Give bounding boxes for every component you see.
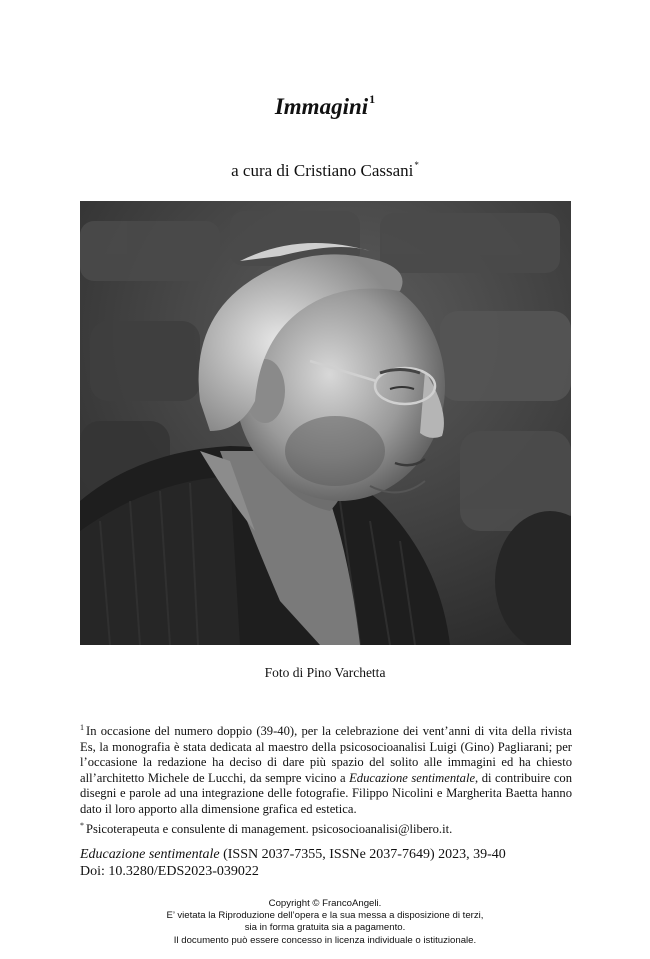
journal-name: Educazione sentimentale [80,847,220,862]
copyright-line: Il documento può essere concesso in licenza individuale o istituzionale. [173,934,477,946]
footnote-text: Psicoterapeuta e consulente di management. psicosocioanalisi@libero.it. [86,821,453,836]
footnote-author [80,818,572,838]
title-text: Immagini [274,94,369,119]
footnotes [80,720,572,837]
byline-footnote-mark[interactable]: * [414,160,419,170]
byline-text: a cura di Cristiano Cassani [231,161,414,180]
title-footnote-mark[interactable]: 1 [369,92,376,106]
journal-details: (ISSN 2037-7355, ISSNe 2037-7649) 2023, 39-40 [219,847,506,862]
footnote-mark: * [80,820,84,830]
footnote-journal-name: Educazione sentimentale [349,770,476,785]
portrait-photo [80,201,571,645]
copyright-notice [0,898,650,947]
copyright-line: Copyright © FrancoAngeli. [268,898,382,909]
doi[interactable]: Doi: 10.3280/EDS2023-039022 [80,864,259,879]
footnote-text: , di contribuire con disegni e parole ad una integrazione delle fotografie. Filippo Nicolini e Margherita Baetta hanno dato il loro apporto alla dimensione grafica ed estetica. [80,770,572,816]
footnote-mark: 1 [80,723,84,732]
photo-caption: Foto di Pino Varchetta [264,665,386,680]
footnote-text: In occasione del numero doppio (39-40), per la celebrazione dei vent’anni di vita della rivista Es, la monografia è stata dedicata al maestro della psicosocioanalisi Luigi (Gino) Pagliarani; per l’occasione la redazione ha deciso di dare più spazio del solito alle immagini ed ha chiesto all’architetto Michele de Lucchi, da sempre vicino a [80,724,572,785]
portrait-photo-icon [80,201,571,645]
journal-citation [80,846,572,880]
article-title [0,92,650,120]
copyright-line: E’ vietata la Riproduzione dell’opera e la sua messa a disposizione di terzi, [166,910,484,922]
copyright-line: sia in forma gratuita sia a pagamento. [244,922,406,934]
journal-line [80,846,572,863]
footnote-1 [80,720,572,818]
byline [0,160,650,181]
